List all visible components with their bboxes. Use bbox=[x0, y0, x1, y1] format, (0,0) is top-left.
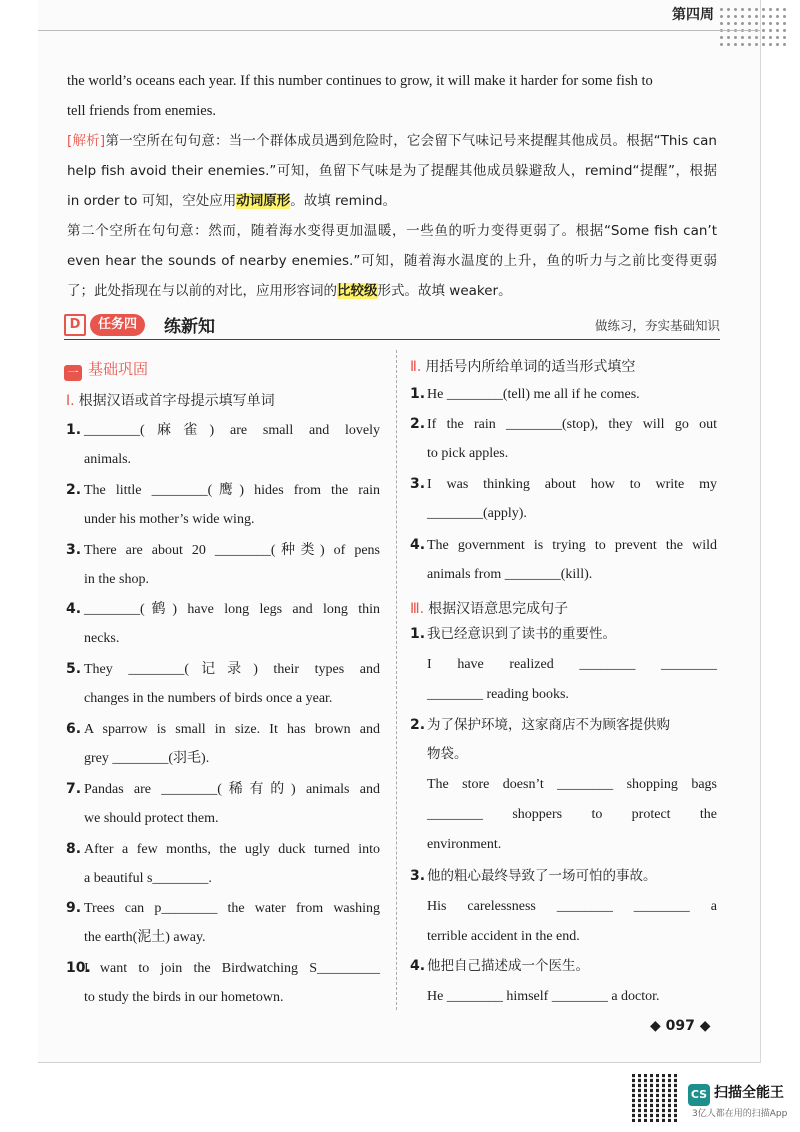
left-item-line-1: Trees can p________ the water from washing bbox=[84, 901, 380, 917]
left-item-line-1: Pandas are ________(稀有的) animals and bbox=[84, 781, 380, 797]
left-item-line-2: necks. bbox=[84, 631, 120, 647]
right-iii-item-chinese: 他把自己描述成一个医生。 bbox=[427, 958, 589, 974]
left-item-line-2: changes in the numbers of birds once a year. bbox=[84, 691, 333, 707]
left-item-line-1: The little ________(鹰) hides from the rain bbox=[84, 482, 380, 498]
task-title: 练新知 bbox=[164, 317, 215, 337]
right-iii-item-number: 2. bbox=[410, 717, 426, 733]
app-tagline: 3亿人都在用的扫描App bbox=[692, 1109, 788, 1119]
left-item-number: 10. bbox=[66, 960, 91, 977]
week-label: 第四周 bbox=[672, 7, 714, 23]
left-item-line-2: the earth(泥土) away. bbox=[84, 930, 206, 946]
analysis-paragraph-2: 第二个空所在句句意：然而，随着海水变得更加温暖，一些鱼的听力变得更弱了。根据“Some fish can’t even hear the sounds of nearby enemies.”可知，随着海水温度的上升，鱼的听力与之前比变得更弱了；此处指现在与以前的对比，应用形容词的比较级形式。故填 weaker。 bbox=[67, 223, 717, 299]
left-item-number: 1. bbox=[66, 422, 82, 438]
highlight-verb-base-form: 动词原形 bbox=[236, 193, 291, 209]
right-iii-item-l3: environment. bbox=[427, 837, 502, 852]
left-item-number: 7. bbox=[66, 780, 82, 797]
right-ii-item-line-1: He ________(tell) me all if he comes. bbox=[427, 387, 640, 402]
task-header bbox=[64, 314, 720, 336]
right-ii-item-line-1: The government is trying to prevent the wild bbox=[427, 538, 717, 553]
right-ii-item-line-1: I was thinking about how to write my bbox=[427, 477, 717, 492]
left-item-line-2: a beautiful s________. bbox=[84, 870, 212, 886]
part3-heading: Ⅲ. 根据汉语意思完成句子 bbox=[410, 601, 569, 617]
right-iii-item-number: 3. bbox=[410, 868, 426, 884]
analysis-paragraph-1: [解析]第一空所在句句意：当一个群体成员遇到危险时，它会留下气味记号来提醒其他成员。根据“This can help fish avoid their enemies.”可知，鱼留下气味是为了提醒其他成员躲避敌人，remind“提醒”，根据 in order to 可知，空处应用动词原形。故填 remind。 bbox=[67, 133, 717, 209]
right-ii-item-number: 3. bbox=[410, 476, 426, 492]
analysis-tag: [解析] bbox=[67, 133, 106, 149]
task-letter-badge: D bbox=[64, 314, 86, 336]
part2-heading: Ⅱ. 用括号内所给单词的适当形式填空 bbox=[410, 359, 636, 375]
left-item-line-1: A sparrow is small in size. It has brown and bbox=[84, 722, 380, 737]
section-basic-consolidation: 一 基础巩固 bbox=[64, 358, 148, 381]
left-item-line-1: ________(鹤) have long legs and long thin bbox=[84, 602, 380, 618]
left-item-line-1: They ________(记录) their types and bbox=[84, 662, 380, 678]
right-iii-item-number: 1. bbox=[410, 626, 426, 642]
passage-line-1: the world’s oceans each year. If this number continues to grow, it will make it harder for some fish to bbox=[67, 73, 653, 89]
task-label-pill: 任务四 bbox=[90, 314, 145, 336]
left-item-line-2: animals. bbox=[84, 452, 132, 467]
right-iii-item-l1: I have realized ________ ________ bbox=[427, 657, 717, 672]
right-ii-item-number: 4. bbox=[410, 537, 426, 553]
left-item-line-1: I want to join the Birdwatching S_________ bbox=[84, 961, 380, 977]
left-item-line-2: grey ________(羽毛). bbox=[84, 751, 210, 766]
left-item-number: 8. bbox=[66, 840, 82, 857]
left-item-number: 9. bbox=[66, 900, 82, 917]
task-rule bbox=[64, 339, 720, 340]
left-item-line-2: under his mother’s wide wing. bbox=[84, 511, 255, 527]
left-item-number: 2. bbox=[66, 481, 82, 498]
task-slogan: 做练习，夯实基础知识 bbox=[594, 318, 720, 333]
left-item-line-1: There are about 20 ________(种类) of pens bbox=[84, 542, 380, 558]
right-ii-item-number: 2. bbox=[410, 416, 426, 432]
right-ii-item-line-2: to pick apples. bbox=[427, 446, 509, 461]
highlight-comparative: 比较级 bbox=[337, 283, 378, 299]
camscanner-logo-icon: CS bbox=[688, 1084, 710, 1106]
right-iii-item-l1: His carelessness ________ ________ a bbox=[427, 899, 717, 914]
header-rule bbox=[38, 30, 760, 31]
page-number: ◆ 097 ◆ bbox=[650, 1018, 711, 1034]
right-ii-item-line-2: animals from ________(kill). bbox=[427, 567, 593, 582]
right-iii-item-l1: He ________ himself ________ a doctor. bbox=[427, 989, 660, 1004]
left-item-line-1: After a few months, the ugly duck turned into bbox=[84, 841, 380, 857]
left-item-number: 4. bbox=[66, 601, 82, 618]
left-item-number: 6. bbox=[66, 721, 82, 737]
right-iii-item-l2: ________ reading books. bbox=[427, 687, 569, 702]
right-iii-item-l2: ________ shoppers to protect the bbox=[427, 807, 717, 822]
left-item-line-2: in the shop. bbox=[84, 571, 149, 587]
section-icon: 一 bbox=[64, 365, 82, 381]
right-iii-item-chinese-2: 物袋。 bbox=[427, 746, 468, 762]
right-iii-item-number: 4. bbox=[410, 958, 426, 974]
right-ii-item-line-2: ________(apply). bbox=[427, 506, 527, 521]
dot-pattern-decoration bbox=[718, 6, 788, 46]
passage-line-2: tell friends from enemies. bbox=[67, 103, 216, 119]
left-item-line-2: to study the birds in our hometown. bbox=[84, 990, 284, 1006]
part1-heading: Ⅰ. 根据汉语或首字母提示填写单词 bbox=[66, 393, 275, 409]
left-item-number: 3. bbox=[66, 541, 82, 558]
right-iii-item-chinese: 我已经意识到了读书的重要性。 bbox=[427, 626, 616, 642]
app-name: 扫描全能王 bbox=[714, 1085, 784, 1101]
left-item-line-2: we should protect them. bbox=[84, 810, 219, 826]
qr-code-icon bbox=[632, 1074, 680, 1122]
right-iii-item-chinese: 为了保护环境，这家商店不为顾客提供购 bbox=[427, 717, 670, 733]
right-ii-item-line-1: If the rain ________(stop), they will go out bbox=[427, 417, 717, 432]
left-item-line-1: ________(麻雀) are small and lovely bbox=[84, 423, 380, 438]
right-iii-item-l2: terrible accident in the end. bbox=[427, 929, 580, 944]
column-divider bbox=[396, 350, 397, 1010]
right-iii-item-chinese: 他的粗心最终导致了一场可怕的事故。 bbox=[427, 868, 657, 884]
right-iii-item-l1: The store doesn’t ________ shopping bags bbox=[427, 777, 717, 792]
left-item-number: 5. bbox=[66, 661, 82, 678]
right-ii-item-number: 1. bbox=[410, 386, 426, 402]
